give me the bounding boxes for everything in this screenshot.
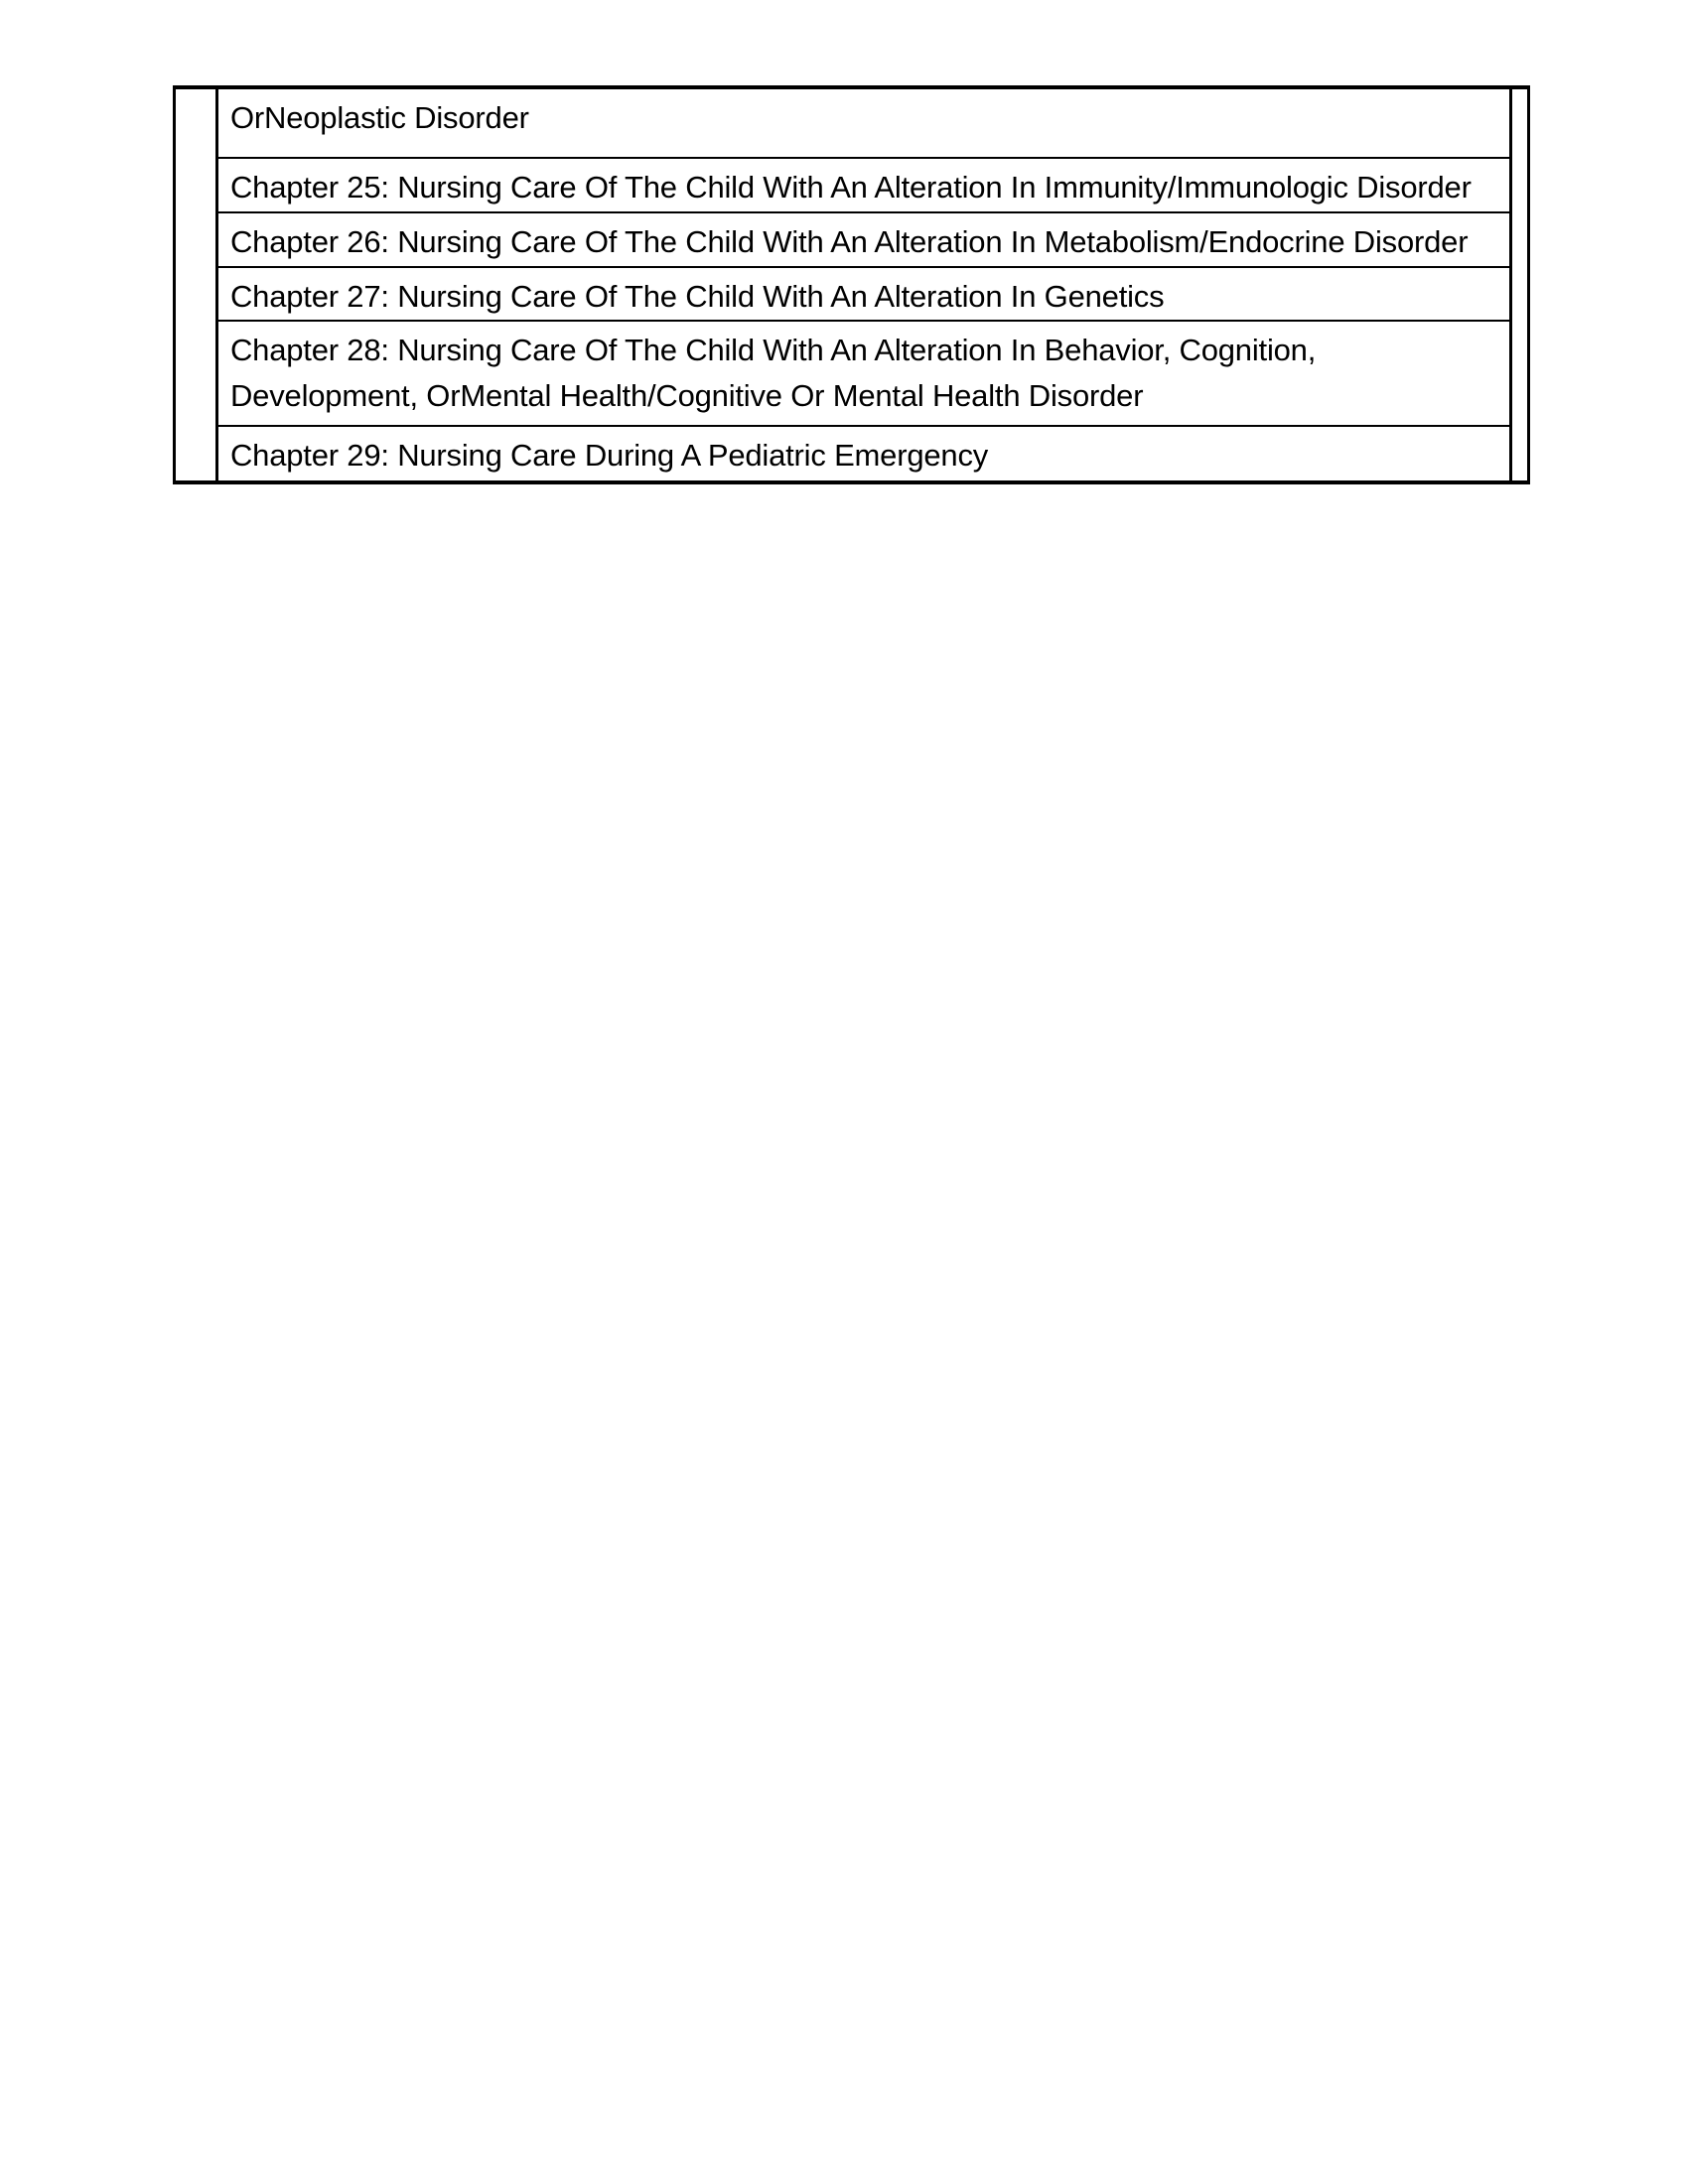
chapter-list-table — [215, 89, 1512, 480]
table-row-chapter-25 — [218, 159, 1509, 213]
chapter-cell-text: Chapter 27: Nursing Care Of The Child With An Alteration In Genetics — [230, 279, 1165, 314]
chapter-cell-text: Chapter 26: Nursing Care Of The Child With An Alteration In Metabolism/Endocrine Disorder — [230, 224, 1469, 259]
outer-table-border — [173, 85, 1530, 484]
chapter-cell-text-line-1: Chapter 28: Nursing Care Of The Child With An Alteration In Behavior, Cognition, — [230, 333, 1317, 367]
table-row-continuation — [218, 89, 1509, 159]
table-row-chapter-27 — [218, 268, 1509, 322]
outer-table-left-gutter-cell — [176, 89, 215, 480]
table-row-chapter-28 — [218, 322, 1509, 427]
chapter-cell-text-line-2: Development, OrMental Health/Cognitive Or Mental Health Disorder — [230, 378, 1144, 413]
table-row-chapter-26 — [218, 213, 1509, 268]
chapter-cell-text: Chapter 25: Nursing Care Of The Child With An Alteration In Immunity/Immunologic Disorder — [230, 170, 1472, 205]
table-row-chapter-29 — [218, 427, 1509, 480]
outer-table-right-gutter-cell — [1512, 89, 1527, 480]
chapter-cell-text: Chapter 29: Nursing Care During A Pediatric Emergency — [230, 438, 989, 473]
chapter-cell-text: OrNeoplastic Disorder — [230, 100, 529, 135]
